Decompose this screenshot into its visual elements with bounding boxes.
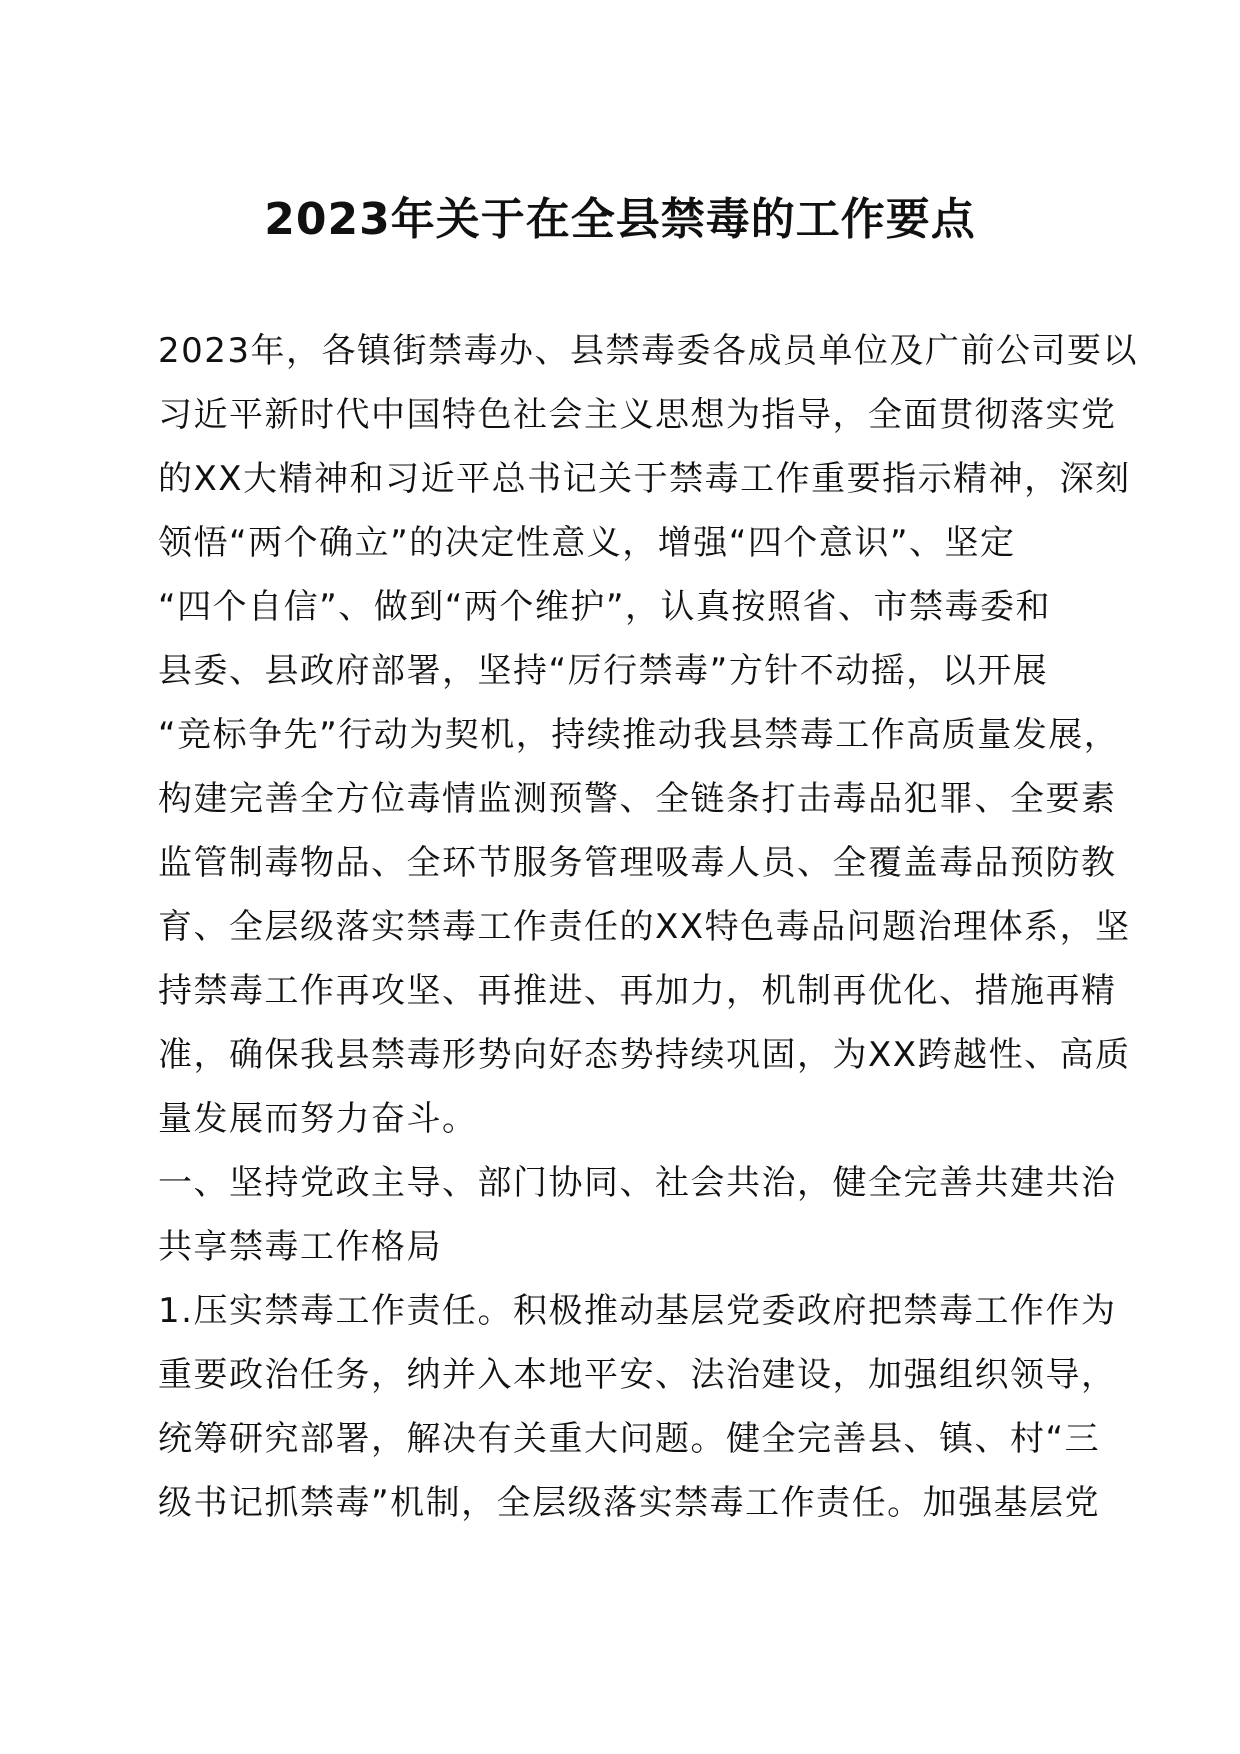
body-line-3: 的XX大精神和习近平总书记关于禁毒工作重要指示精神，深刻: [158, 459, 1131, 499]
body-line-13: 量发展而努力奋斗。: [158, 1099, 478, 1139]
body-line-12: 准，确保我县禁毒形势向好态势持续巩固，为XX跨越性、高质: [158, 1035, 1131, 1075]
body-line-10: 育、全层级落实禁毒工作责任的XX特色毒品问题治理体系，坚: [158, 907, 1131, 947]
item-line-3: 统筹研究部署，解决有关重大问题。健全完善县、镇、村“三: [158, 1419, 1101, 1459]
body-line-9: 监管制毒物品、全环节服务管理吸毒人员、全覆盖毒品预防教: [158, 843, 1117, 883]
body-line-8: 构建完善全方位毒情监测预警、全链条打击毒品犯罪、全要素: [158, 779, 1117, 819]
body-line-7: “竞标争先”行动为契机，持续推动我县禁毒工作高质量发展，: [158, 715, 1120, 755]
body-line-6: 县委、县政府部署，坚持“厉行禁毒”方针不动摇，以开展: [158, 651, 1049, 691]
section-heading-line-2: 共享禁毒工作格局: [158, 1227, 442, 1267]
body-line-2: 习近平新时代中国特色社会主义思想为指导，全面贯彻落实党: [158, 395, 1117, 435]
item-line-4: 级书记抓禁毒”机制，全层级落实禁毒工作责任。加强基层党: [158, 1483, 1101, 1523]
body-line-5: “四个自信”、做到“两个维护”，认真按照省、市禁毒委和: [158, 587, 1051, 627]
document-title: 2023年关于在全县禁毒的工作要点: [264, 194, 976, 245]
body-line-4: 领悟“两个确立”的决定性意义，增强“四个意识”、坚定: [158, 523, 1016, 563]
section-heading-line-1: 一、坚持党政主导、部门协同、社会共治，健全完善共建共治: [158, 1163, 1117, 1203]
item-line-1: 1.压实禁毒工作责任。积极推动基层党委政府把禁毒工作作为: [158, 1291, 1117, 1331]
body-line-1: 2023年，各镇街禁毒办、县禁毒委各成员单位及广前公司要以: [158, 331, 1139, 371]
body-line-11: 持禁毒工作再攻坚、再推进、再加力，机制再优化、措施再精: [158, 971, 1117, 1011]
item-line-2: 重要政治任务，纳并入本地平安、法治建设，加强组织领导，: [158, 1355, 1117, 1395]
